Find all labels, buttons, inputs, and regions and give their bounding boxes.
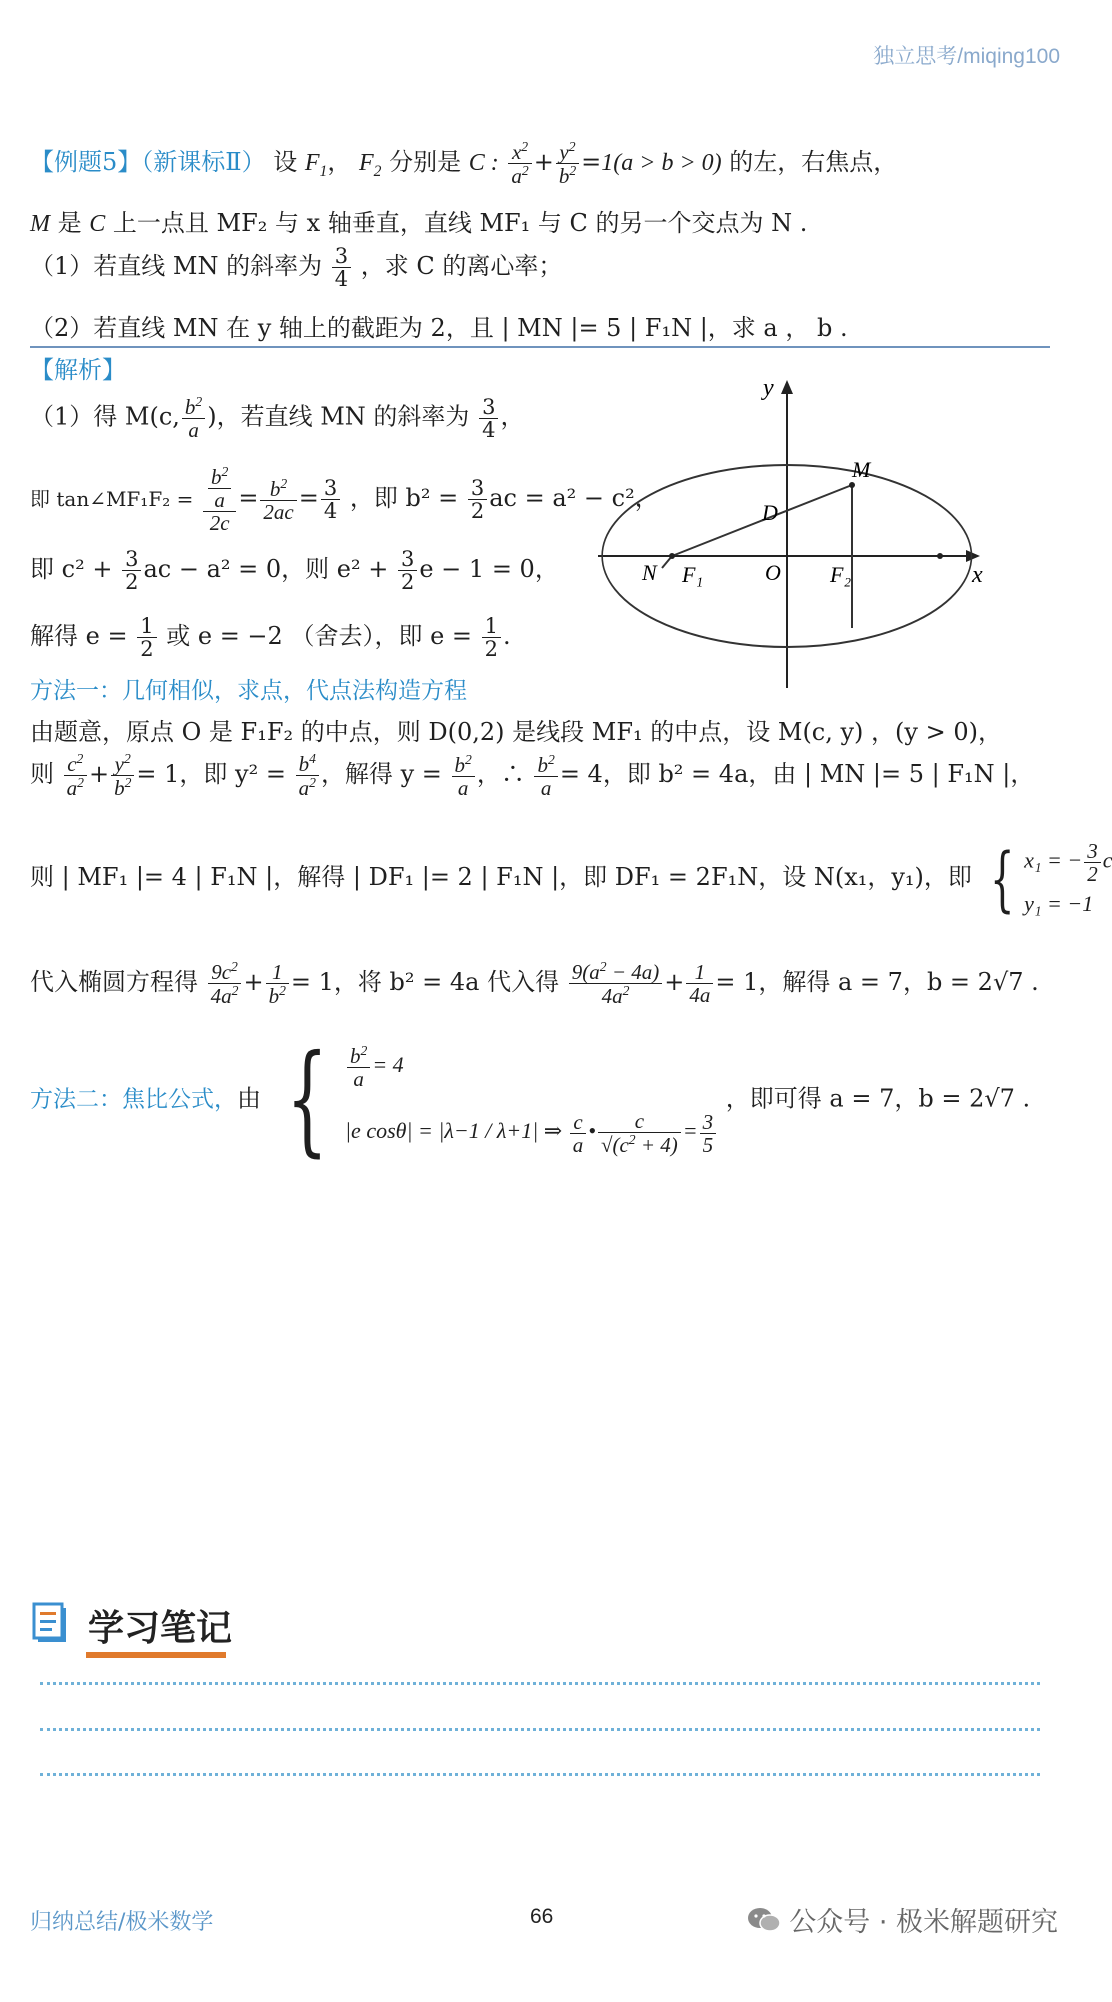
text: 由: [237, 1084, 261, 1113]
label-n: N: [642, 560, 657, 585]
text: 即 c² +: [30, 555, 113, 584]
fraction: $\frac{9(a^2 - 4a)}{4a^2}$: [569, 960, 663, 1007]
solution-line-3: [30, 548, 559, 593]
system-of-equations: [269, 1030, 719, 1169]
math: M: [30, 211, 50, 237]
fraction: $\frac{3}{2}$: [122, 548, 141, 593]
text: e − 1 = 0，: [419, 555, 559, 584]
solution-line-4: [30, 615, 511, 660]
notes-line-3: [40, 1773, 1040, 1776]
method-2: [30, 1030, 1031, 1169]
method-1-line-1: 由题意，原点 O 是 F₁F₂ 的中点，则 D(0,2) 是线段 MF₁ 的中点，设 M(c, y) ，(y > 0)，: [30, 718, 1002, 746]
brace-icon: {: [285, 1030, 328, 1169]
fraction: $\frac{b^2}{2ac}$: [260, 477, 296, 523]
text: 上一点且 MF₂ 与 x 轴垂直，直线 MF₁ 与 C 的另一个交点为 N .: [112, 209, 808, 237]
fraction: $\frac{b^4}{a^2}$: [296, 752, 319, 799]
method-1-line-2: 则 $\frac{c^2}{a^2}$ + $\frac{y^2}{b^2}$ = 1，即 y² = $\frac{b^4}{a^2}$ ，解得 y = $\frac{b^2}{a}$ ，∴ $\frac{b^2}{a}$ = 4，即 b² = 4a，由 | MN |= 5 | F₁N |，: [30, 751, 1035, 801]
text: 则: [30, 760, 54, 789]
notes-line-1: [40, 1682, 1040, 1685]
text: ac = a² − c²，: [489, 484, 659, 513]
fraction: $\frac{y^2}{b^2}$: [111, 752, 134, 799]
fraction: $\frac{1}{4a}$: [686, 961, 713, 1006]
fraction: $\frac{3}{4}$: [479, 396, 498, 441]
text: ，即 b² =: [349, 484, 459, 513]
footer-account: [747, 1900, 1058, 1939]
condition: 1(a > b > 0): [601, 150, 722, 177]
text: .: [503, 622, 511, 651]
fraction: $\frac{b^2}{a}$: [534, 753, 557, 799]
label-f2: F₂: [830, 562, 852, 587]
point-m: [849, 482, 855, 488]
text: （1）得 M(c,: [30, 402, 180, 431]
problem-source: （新课标Ⅱ）: [141, 148, 266, 177]
fraction: $\frac{3}{2}$: [398, 548, 417, 593]
text: = 1，将 b² = 4a 代入得: [290, 968, 560, 997]
fraction: $\frac{b^2}{a}$: [182, 395, 205, 441]
fraction: $\frac{9c^2}{4a^2}$: [208, 960, 242, 1007]
text: ，求 C 的离心率；: [360, 252, 563, 281]
separator-line: [30, 346, 1050, 348]
text: ，: [500, 402, 525, 431]
text: ，即可得 a = 7，b = 2√7 .: [725, 1084, 1031, 1113]
math: $F_1$: [304, 150, 328, 180]
fraction: $\frac{3}{4}$: [321, 477, 340, 522]
text: 或 e = −2 （舍去），即 e =: [166, 622, 473, 651]
label-x: x: [972, 562, 983, 588]
text: = 4，即 b² = 4a，由 | MN |= 5 | F₁N |，: [559, 760, 1035, 789]
point-vertex: [937, 553, 943, 559]
footer-account-text: 公众号 · 极米解题研究: [789, 1907, 1058, 1938]
text: ，: [327, 148, 352, 177]
footer-left: 归纳总结/极米数学: [30, 1910, 214, 1935]
text: 分别是: [389, 148, 462, 177]
label-y: y: [763, 375, 774, 401]
text: = 1，解得 a = 7，b = 2√7 .: [715, 968, 1039, 997]
fraction: $\frac{1}{2}$: [482, 615, 501, 660]
point-f1: [669, 553, 675, 559]
label-o: O: [765, 560, 781, 585]
problem-line-1: 【例题5】（新课标Ⅱ） 设 $F_1$， $F_2$ 分别是 C : $\frac{x^2}{a^2}$ + $\frac{y^2}{b^2}$ =1(a > b > 0) 的左，右焦点，: [30, 139, 898, 189]
page-number: 66: [530, 1905, 554, 1928]
fraction: $\frac{1}{2}$: [137, 615, 156, 660]
text: 的左，右焦点，: [729, 148, 898, 177]
system-of-equations: [980, 837, 1112, 920]
notes-book-icon: [32, 1602, 74, 1646]
problem-tag: 【例题5】: [30, 148, 142, 177]
method-1-line-4: 代入椭圆方程得 $\frac{9c^2}{4a^2}$ + $\frac{1}{b^2}$ = 1，将 b² = 4a 代入得 $\frac{9(a^2 - 4a)}{4a^2}$ + $\frac{1}{4a}$ = 1，解得 a = 7，b = 2√7 .: [30, 959, 1039, 1009]
fraction: $\frac{x^2}{a^2}$: [508, 140, 531, 187]
header-source: 独立思考/miqing100: [873, 45, 1060, 68]
text: ac − a² = 0，则 e² +: [143, 555, 389, 584]
method-2-title: 方法二：焦比公式，: [30, 1086, 237, 1113]
text: 设: [273, 148, 298, 177]
question-1: [30, 245, 562, 290]
text: 代入椭圆方程得: [30, 968, 198, 997]
fraction: $\frac{b^2}{a}$: [452, 753, 475, 799]
question-2: （2）若直线 MN 在 y 轴上的截距为 2，且 | MN |= 5 | F₁N |，求 a ， b .: [30, 314, 848, 342]
x-axis-arrow-icon: [966, 550, 980, 562]
method-1-line-3: [30, 837, 1112, 920]
equation-y1: y₁ = −1: [1024, 891, 1094, 917]
solution-line-2: 即 tan∠MF₁F₂ = $\frac{\frac{b^2}{a}}{2c}$ = $\frac{b^2}{2ac}$ = $\frac{3}{4}$ ，即 b² = $\frac{3}{2}$ ac = a² − c²，: [30, 464, 659, 536]
text: 则 | MF₁ |= 4 | F₁N |，解得 | DF₁ |= 2 | F₁N |，即 DF₁ = 2F₁N，设 N(x₁，y₁)，即: [30, 863, 972, 892]
text: 解得 e =: [30, 622, 128, 651]
notes-title: 学习笔记: [88, 1608, 233, 1649]
problem-line-2: M 是 C 上一点且 MF₂ 与 x 轴垂直，直线 MF₁ 与 C 的另一个交点为 N .: [30, 209, 808, 237]
fraction: $\frac{\frac{b^2}{a}}{2c}$: [203, 465, 236, 534]
equation-b2-over-a: $\frac{b^2}{a}$ = 4: [345, 1044, 718, 1090]
fraction: $\frac{y^2}{b^2}$: [556, 140, 579, 187]
text: = 1，即 y² =: [136, 760, 286, 789]
y-axis-arrow-icon: [781, 380, 793, 394]
math: $F_2$: [358, 150, 382, 180]
notes-line-2: [40, 1728, 1040, 1731]
text: 即 tan∠MF₁F₂ =: [30, 487, 194, 512]
fraction: $\frac{3}{4}$: [332, 245, 351, 290]
notes-title-underline: [86, 1652, 226, 1658]
label-f1: F₁: [682, 562, 704, 587]
equation-focal-ratio: |e cosθ| = |λ−1 / λ+1| ⇒ $\frac{c}{a}$ • $\frac{c}{√(c^2 + 4)}$ = $\frac{3}{5}$: [345, 1110, 718, 1156]
text: ，解得 y =: [320, 760, 442, 789]
label-d: D: [762, 500, 778, 525]
text: （1）若直线 MN 的斜率为: [30, 252, 323, 281]
text: ，∴: [476, 760, 525, 789]
wechat-icon: [747, 1906, 781, 1934]
fraction: $\frac{1}{b^2}$: [266, 961, 289, 1007]
math: C :: [468, 150, 499, 177]
fraction: $\frac{c^2}{a^2}$: [64, 752, 87, 799]
brace-icon: {: [989, 837, 1015, 920]
equation-x1: x₁ = − $\frac{3}{2}$ c: [1024, 839, 1112, 887]
ellipse-figure: [590, 370, 990, 690]
method-1-title: 方法一：几何相似，求点，代点法构造方程: [30, 678, 467, 704]
text: )，若直线 MN 的斜率为: [207, 402, 470, 431]
solution-line-1: [30, 395, 524, 441]
label-m: M: [852, 457, 871, 482]
solution-label: 【解析】: [30, 356, 126, 384]
fraction: $\frac{3}{2}$: [468, 477, 487, 522]
math: C: [89, 211, 106, 237]
